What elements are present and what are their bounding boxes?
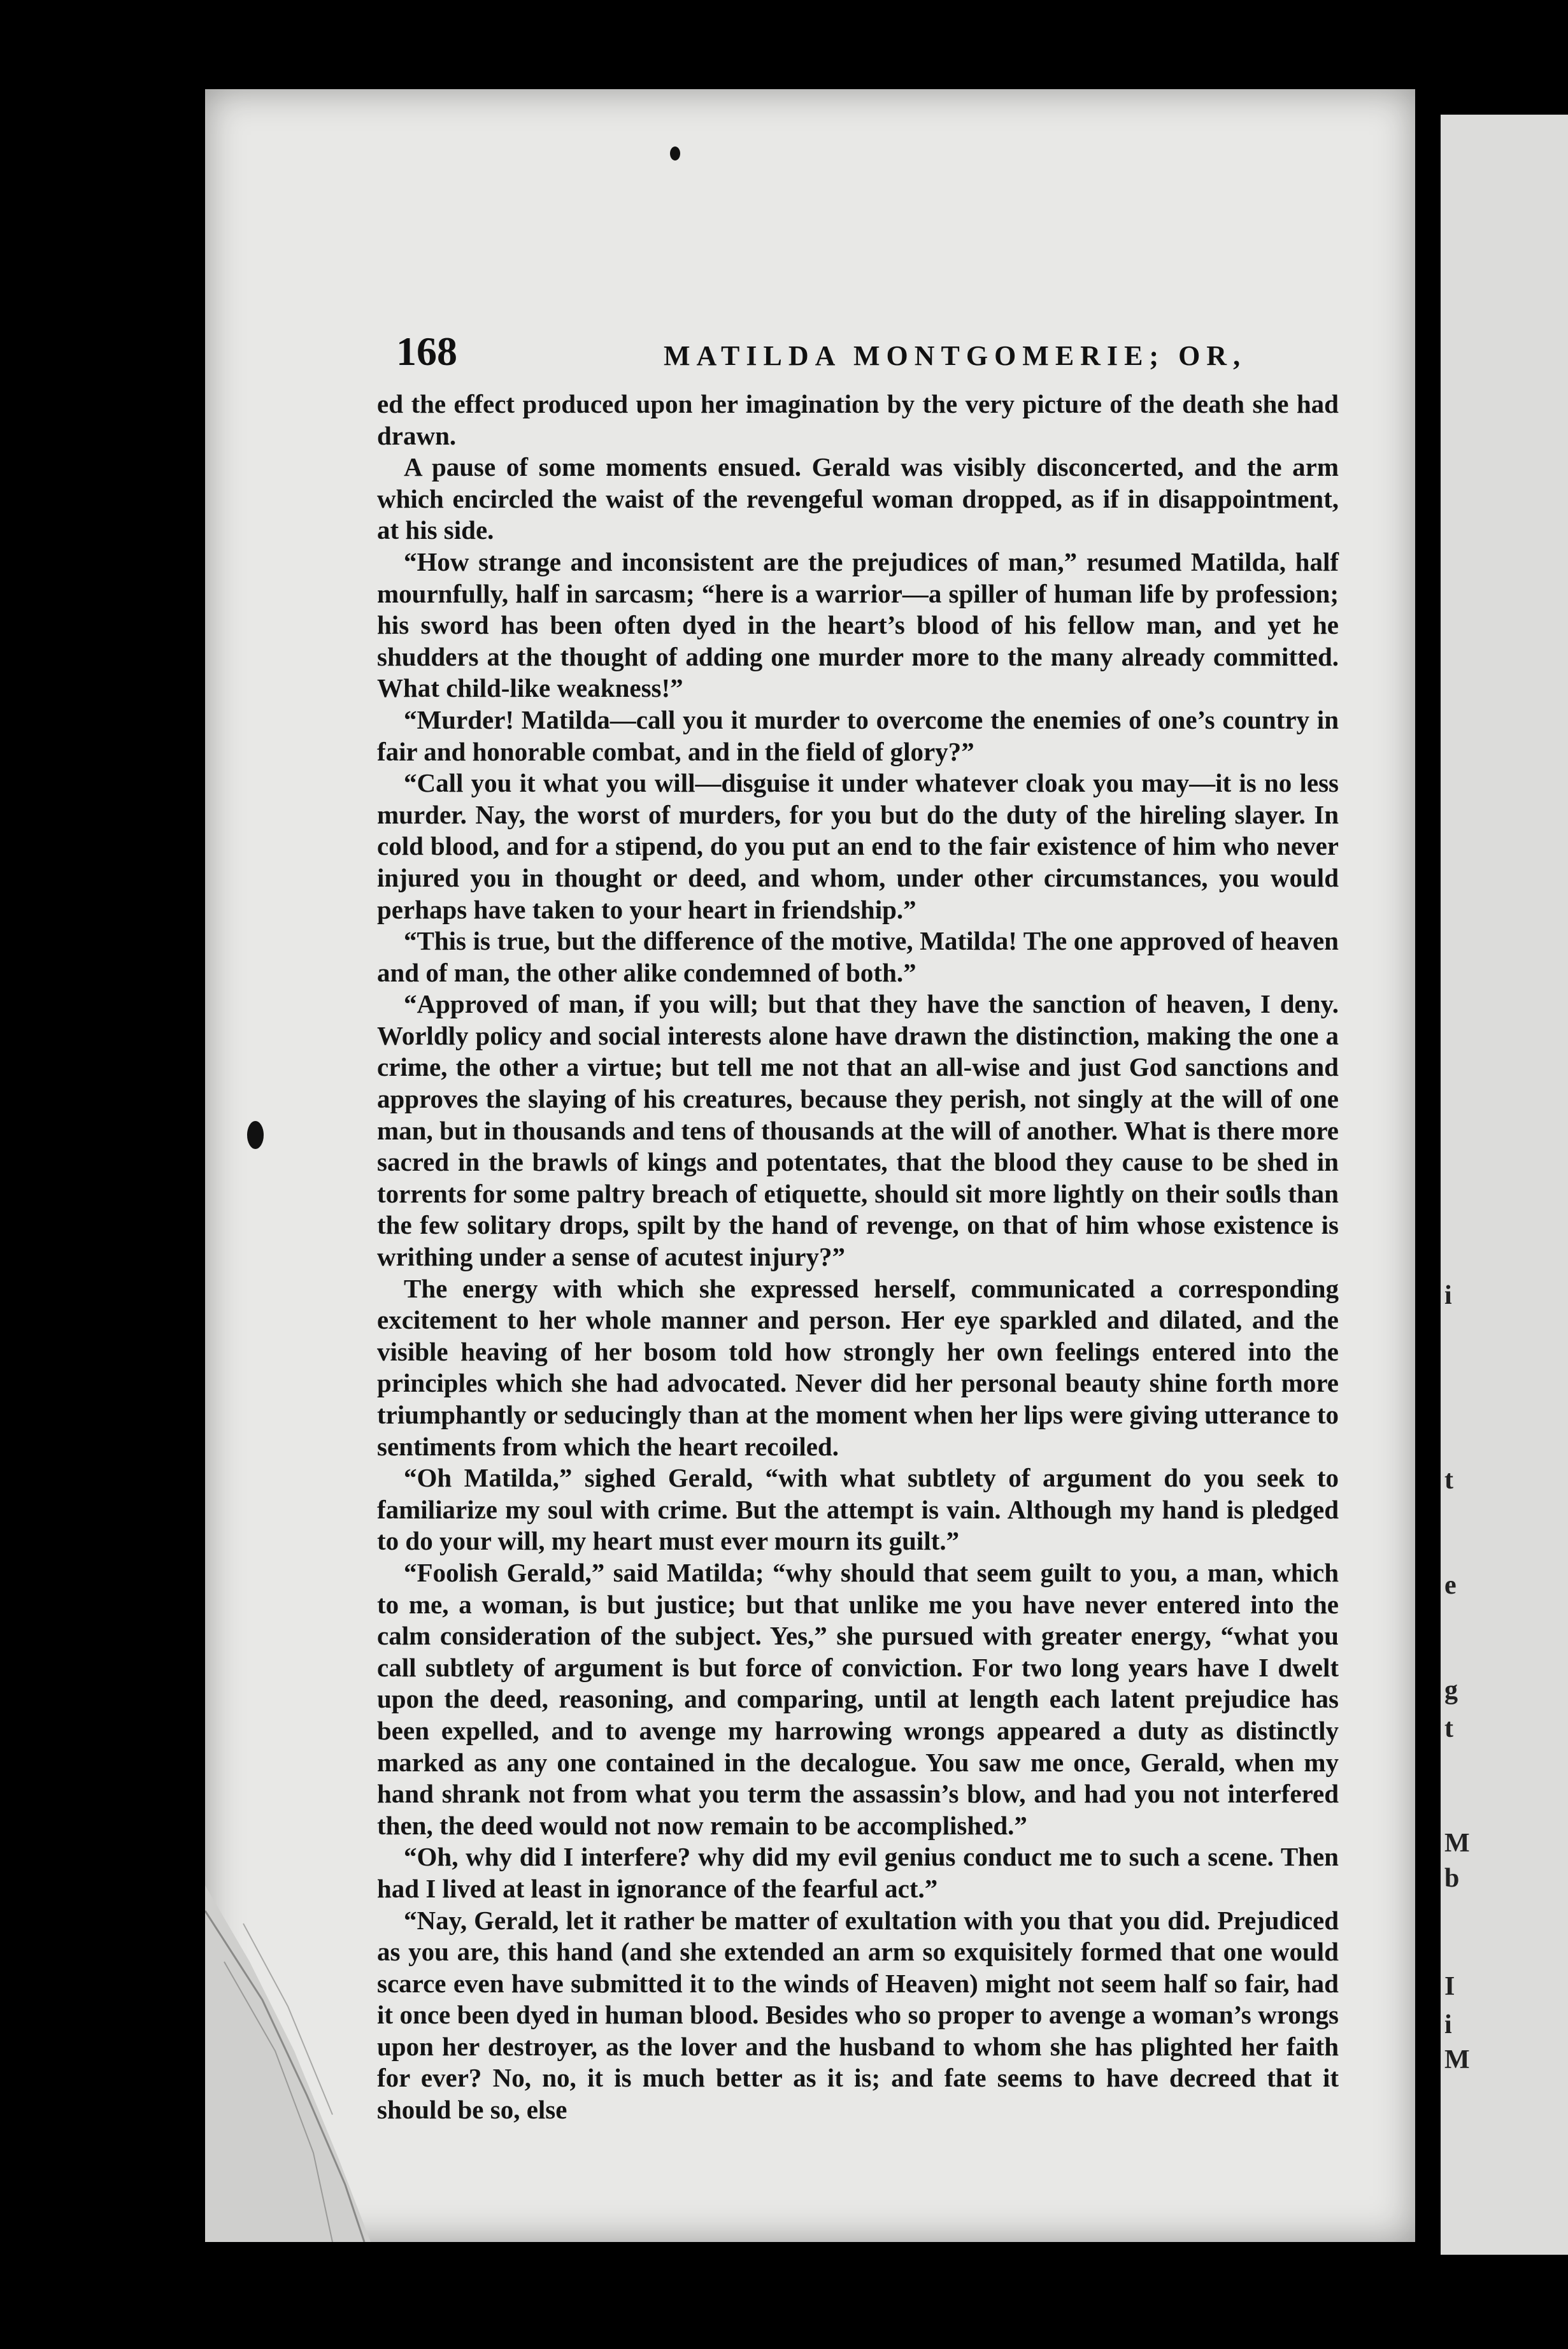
binding-gutter: [1415, 76, 1441, 2267]
paragraph: “This is true, but the difference of the motive, Matilda! The one approved of heaven and of man, the other alike condemned of both.”: [377, 926, 1339, 987]
facing-page-fragment: t: [1444, 1466, 1453, 1495]
facing-page-fragment: I: [1444, 1972, 1455, 2001]
paragraph: “Oh, why did I interfere? why did my evil genius conduct me to such a scene. Then had I lived at least in ignorance of the fearful act.”: [377, 1842, 1339, 1903]
body-text: [377, 389, 1339, 2126]
page-header: [396, 328, 1364, 398]
book-page: [205, 89, 1415, 2242]
paragraph: The energy with which she expressed herself, communicated a corresponding excitement to her whole manner and person. Her eye sparkled and dilated, and the visible heaving of her bosom told how strongly her own feelings entered into the principles which she had advocated. Never did her personal beauty shine forth more triumphantly or seducingly than at the moment when her lips were giving utterance to sentiments from which the heart recoiled.: [377, 1273, 1339, 1461]
facing-page-fragment: M: [1444, 2045, 1470, 2074]
facing-page-fragment: i: [1444, 1281, 1452, 1310]
paragraph: “Approved of man, if you will; but that they have the sanction of heaven, I deny. Worldly policy and social interests alone have drawn the distinction, making the one a crime, the other a virtue; but tell me not that an all-wise and just God sanctions and approves the slaying of his creatures, because they perish, not singly at the will of one man, but in thousands and tens of thousands at the will of another. What is there more sacred in the brawls of kings and potentates, that the blood they cause to be shed in torrents for some paltry breach of etiquette, should sit more lightly on their souls than the few solitary drops, spilt by the hand of revenge, on that of him whose existence is writhing under a sense of acutest injury?”: [377, 989, 1339, 1272]
running-head: MATILDA MONTGOMERIE; OR,: [664, 340, 1247, 371]
facing-page-fragment: M: [1444, 1829, 1470, 1858]
paragraph: A pause of some moments ensued. Gerald was visibly disconcerted, and the arm which encircled the waist of the revengeful woman dropped, as if in disappointment, at his side.: [377, 452, 1339, 545]
ink-speck: [247, 1121, 264, 1149]
paragraph: “Oh Matilda,” sighed Gerald, “with what subtlety of argument do you seek to familiarize my soul with crime. But the attempt is vain. Although my hand is pledged to do your will, my heart must ever mourn its guilt.”: [377, 1463, 1339, 1556]
paragraph: “Foolish Gerald,” said Matilda; “why should that seem guilt to you, a man, which to me, a woman, is but justice; but that unlike me you have never entered into the calm consideration of the subject. Yes,” she pursued with greater energy, “what you call subtlety of argument is but force of conviction. For two long years have I dwelt upon the deed, reasoning, and comparing, until at length each latent prejudice has been expelled, and to avenge my harrowing wrongs appeared a duty as distinctly marked as any one contained in the decalogue. You saw me once, Gerald, when my hand shrank not from what you term the assassin’s blow, and had you not interfered then, the deed would not now remain to be accomplished.”: [377, 1557, 1339, 1840]
facing-page-fragment: t: [1444, 1714, 1453, 1743]
page-number: 168: [396, 329, 457, 374]
torn-page-corner: [205, 1885, 434, 2242]
paragraph: “How strange and inconsistent are the prejudices of man,” resumed Matilda, half mournfully, half in sarcasm; “here is a warrior—a spiller of human life by profession; his sword has been often dyed in the heart’s blood of his fellow man, and yet he shudders at the thought of adding one murder more to the many already committed. What child-like weakness!”: [377, 546, 1339, 703]
ink-speck: [670, 146, 680, 161]
paragraph: “Call you it what you will—disguise it under whatever cloak you may—it is no less murder. Nay, the worst of murders, for you but do the duty of the hireling slayer. In cold blood, and for a stipend, do you put an end to the fair existence of him who never injured you in thought or deed, and whom, under other circumstances, you would perhaps have taken to your heart in friendship.”: [377, 768, 1339, 924]
paragraph: “Nay, Gerald, let it rather be matter of exultation with you that you did. Prejudiced as you are, this hand (and she extended an arm so exquisitely formed that one would scarce even have submitted it to the winds of Heaven) might not seem half so fair, had it once been dyed in human blood. Besides who so proper to avenge a woman’s wrongs upon her destroyer, as the lover and the husband to whom she has plighted her faith for ever? No, no, it is much better as it is; and fate seems to have decreed that it should be so, else: [377, 1905, 1339, 2125]
paragraph: ed the effect produced upon her imagination by the very picture of the death she had drawn.: [377, 389, 1339, 450]
facing-page-edge: [1441, 115, 1568, 2255]
facing-page-fragment: e: [1444, 1571, 1457, 1600]
paragraph: “Murder! Matilda—call you it murder to overcome the enemies of one’s country in fair and honorable combat, and in the field of glory?”: [377, 704, 1339, 766]
facing-page-fragment: i: [1444, 2010, 1452, 2039]
facing-page-fragment: b: [1444, 1864, 1460, 1893]
facing-page-fragment: g: [1444, 1676, 1458, 1705]
